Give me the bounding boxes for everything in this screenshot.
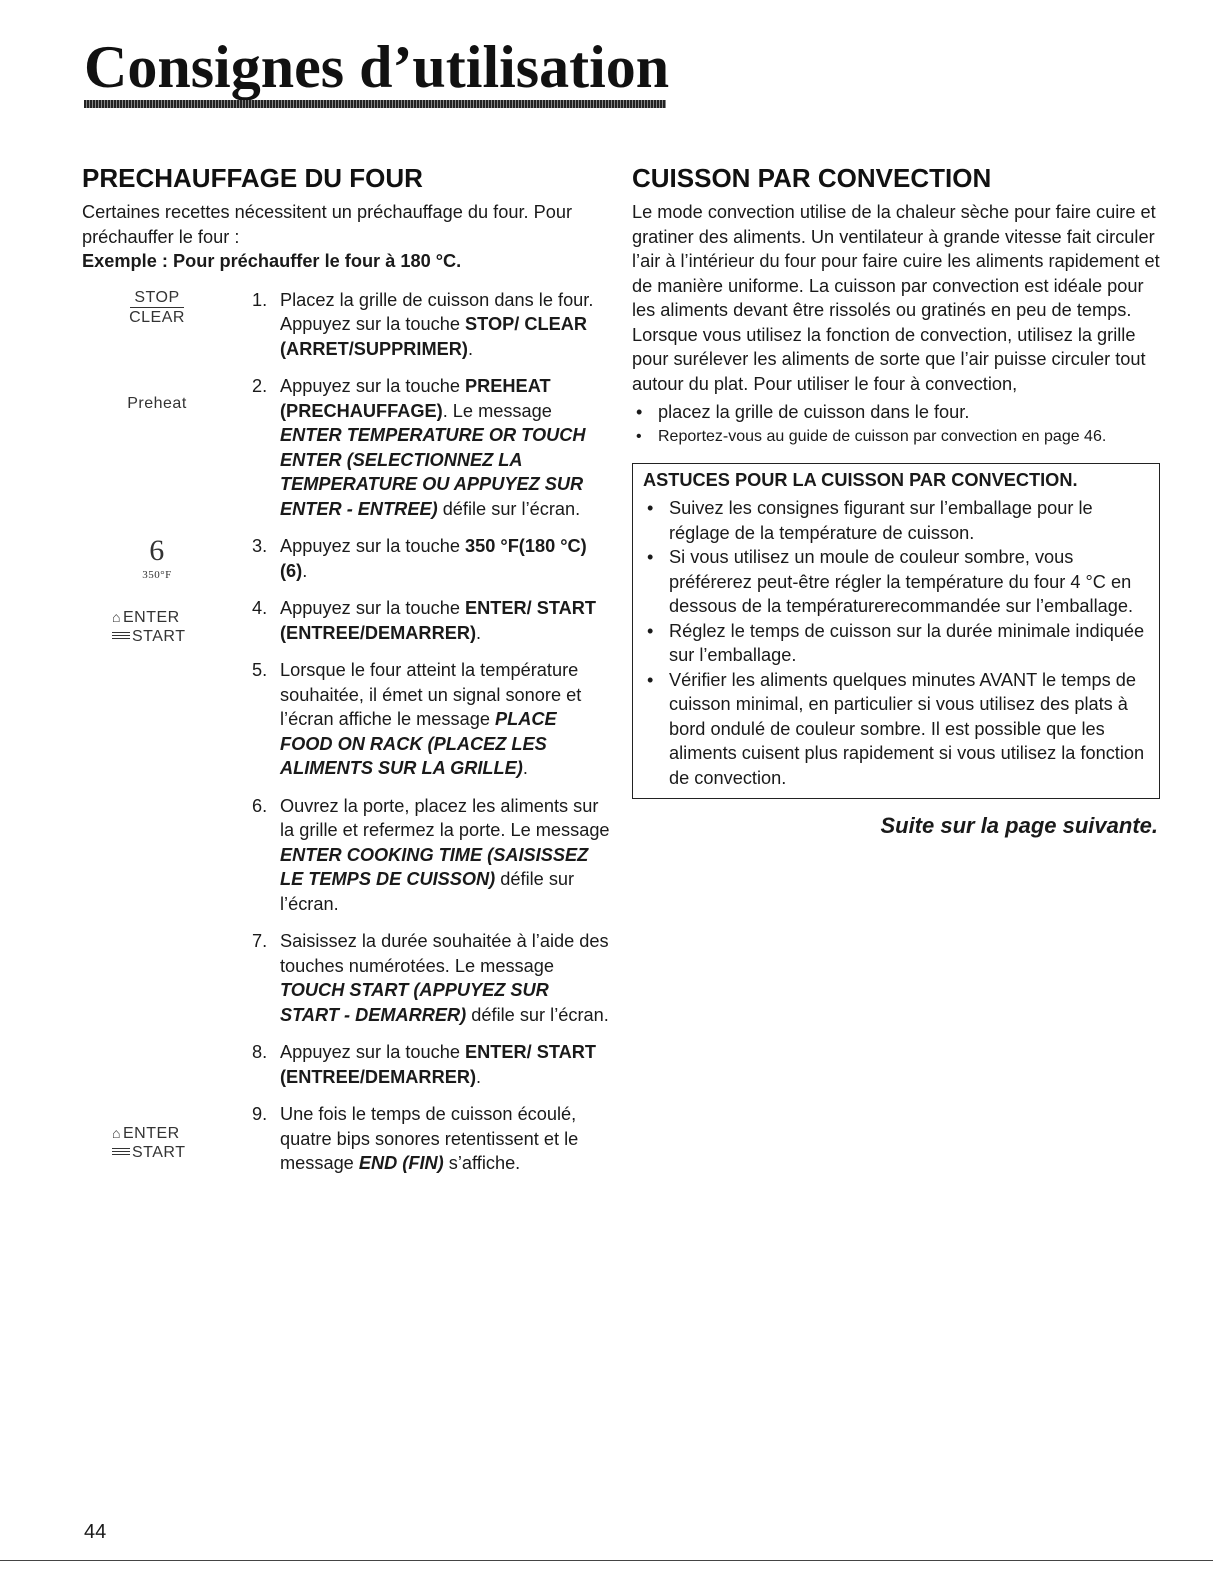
stop-clear-key-icon: STOP CLEAR: [129, 288, 185, 326]
list-item: • Reportez-vous au guide de cuisson par convection en page 46.: [632, 425, 1160, 450]
list-item: • Si vous utilisez un moule de couleur sombre, vous préférerez peut-être régler la température du four 4 °C en dessous de la températurerecommandée sur l’emballage.: [643, 545, 1149, 619]
enter-start-key-icon: ⌂ ENTER START: [112, 1124, 186, 1161]
preheat-heading: PRECHAUFFAGE DU FOUR: [82, 163, 423, 193]
step-6: 6. Ouvrez la porte, placez les aliments sur la grille et refermez la porte. Le message ENTER COOKING TIME (SAISISSEZ LE TEMPS DE CUISSON) défile sur l’écran.: [252, 795, 610, 914]
step-1: 1. Placez la grille de cuisson dans le four. Appuyez sur la touche STOP/ CLEAR (ARRET/SUPPRIMER).: [252, 289, 594, 359]
convection-para-2: Lorsque vous utilisez la fonction de convection, utilisez la grille pour surélever les aliments de sorte que l’air puisse circuler tout autour du plat. Pour utiliser le four à convection,: [632, 324, 1146, 394]
tips-box: [632, 463, 1160, 799]
step-5: 5. Lorsque le four atteint la température souhaitée, il émet un signal sonore et l’écran affiche le message PLACE FOOD ON RACK (PLACEZ LES ALIMENTS SUR LA GRILLE).: [252, 660, 582, 778]
step-7: 7. Saisissez la durée souhaitée à l’aide des touches numérotées. Le message TOUCH START (APPUYEZ SUR START - DEMARRER) défile sur l’écran.: [252, 931, 609, 1025]
tips-list: [643, 496, 1149, 790]
preheat-example: Exemple : Pour préchauffer le four à 180 °C.: [82, 251, 462, 271]
page-title: Consignes d’utilisation: [84, 34, 670, 100]
convection-bullets: [632, 400, 1160, 449]
preheat-intro: Certaines recettes nécessitent un préchauffage du four. Pour préchauffer le four :: [82, 202, 573, 247]
bell-icon: ⌂: [112, 608, 121, 625]
enter-start-key-icon: ⌂ ENTER START: [112, 608, 186, 645]
number-six-key-icon: 6 350°F: [142, 533, 172, 581]
step-4: 4. Appuyez sur la touche ENTER/ START (ENTREE/DEMARRER).: [252, 598, 597, 643]
title-underline: [84, 100, 666, 108]
convection-section: [632, 162, 1160, 839]
tips-title: ASTUCES POUR LA CUISSON PAR CONVECTION.: [643, 470, 1078, 490]
bottom-rule: [0, 1560, 1213, 1561]
list-item: • Vérifier les aliments quelques minutes AVANT le temps de cuisson minimal, en particulier si vous utilisez des plats à bord ondulé de couleur sombre. Il est possible que les aliments cuisent plus rapidement si vous utilisez la fonction de convection.: [643, 668, 1149, 791]
bell-icon: ⌂: [112, 1124, 121, 1141]
preheat-key-icon: Preheat: [127, 394, 187, 412]
convection-para-1: Le mode convection utilise de la chaleur sèche pour faire cuire et gratiner des aliments. Un ventilateur à grande vitesse fait circuler l’air à l’intérieur du four pour faire cuire les aliments rapidement et de manière uniforme. La cuisson par convection est idéale pour les aliments devant être rissolés ou gratinés en peu de temps.: [632, 202, 1160, 320]
preheat-section: [82, 162, 612, 1189]
list-item: • Suivez les consignes figurant sur l’emballage pour le réglage de la température de cuisson.: [643, 496, 1149, 545]
list-item: • placez la grille de cuisson dans le four.: [632, 400, 1160, 425]
continued-note: Suite sur la page suivante.: [880, 813, 1158, 838]
step-9: 9. Une fois le temps de cuisson écoulé, quatre bips sonores retentissent et le message END (FIN) s’affiche.: [252, 1104, 579, 1173]
step-3: 3. Appuyez sur la touche 350 °F(180 °C) (6).: [252, 536, 587, 581]
convection-heading: CUISSON PAR CONVECTION: [632, 163, 992, 193]
step-8: 8. Appuyez sur la touche ENTER/ START (ENTREE/DEMARRER).: [252, 1042, 597, 1087]
list-item: • Réglez le temps de cuisson sur la durée minimale indiquée sur l’emballage.: [643, 619, 1149, 668]
step-2: 2. Appuyez sur la touche PREHEAT (PRECHAUFFAGE). Le message ENTER TEMPERATURE OR TOUCH ENTER (SELECTIONNEZ LA TEMPERATURE OU APPUYEZ SUR ENTER - ENTREE) défile sur l’écran.: [252, 376, 586, 519]
page-number: 44: [84, 1521, 107, 1543]
preheat-steps: [82, 288, 612, 1176]
